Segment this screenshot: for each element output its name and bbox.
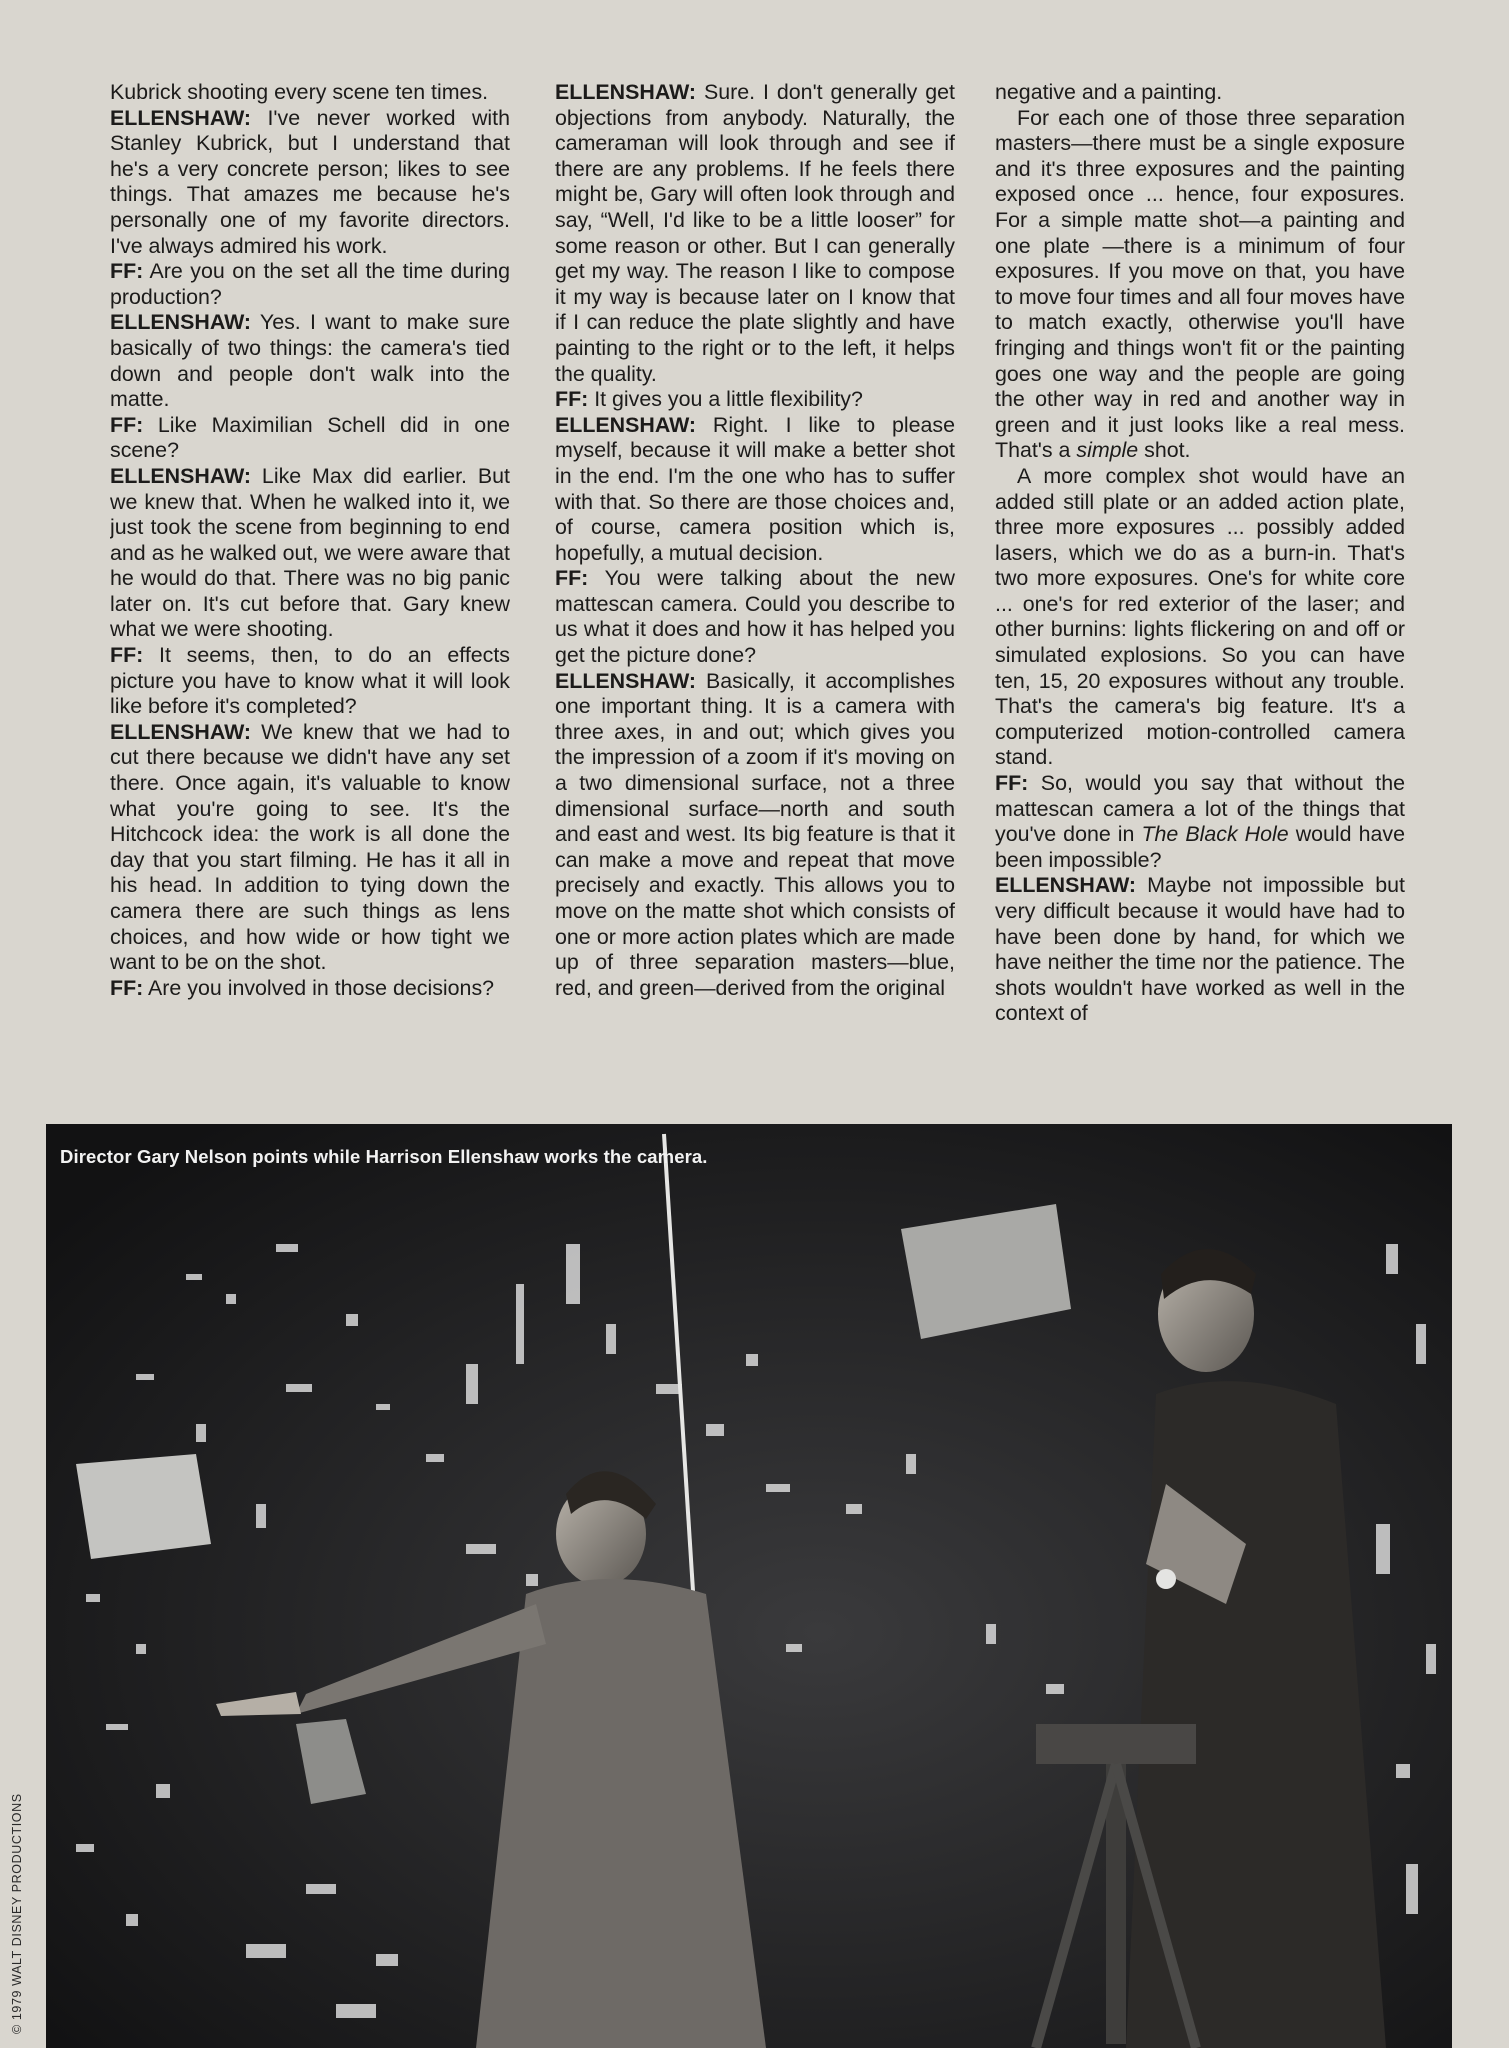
photo-caption: Director Gary Nelson points while Harrison Ellenshaw works the camera. xyxy=(60,1146,708,1167)
paragraph xyxy=(995,771,1405,873)
paragraph-text: negative and a painting. xyxy=(995,80,1223,104)
paragraph-text: Yes. I want to make sure basically of two things: the camera's tied down and people don't walk into the matte. xyxy=(110,310,510,412)
paragraph-text: Like Maximilian Schell did in one scene? xyxy=(110,412,510,463)
paragraph xyxy=(110,464,510,643)
speaker-label: ELLENSHAW: xyxy=(555,412,697,437)
paragraph xyxy=(995,464,1405,771)
photo-credit: © 1979 WALT DISNEY PRODUCTIONS xyxy=(10,1793,24,2034)
paragraph xyxy=(555,387,955,413)
paragraph-text: So, would you say that without the mattescan camera a lot of the things that you've done in xyxy=(995,771,1405,847)
paragraph xyxy=(110,720,510,976)
paragraph xyxy=(995,80,1405,106)
article-text xyxy=(110,80,1410,1115)
paragraph xyxy=(555,669,955,1002)
paragraph-text: Are you on the set all the time during production? xyxy=(110,259,510,309)
speaker-label: ELLENSHAW: xyxy=(995,873,1137,898)
speaker-label: ELLENSHAW: xyxy=(555,668,697,693)
paragraph-text: You were talking about the new mattescan camera. Could you describe to us what it does and how it has helped you get the picture done? xyxy=(555,566,955,668)
paragraph xyxy=(995,873,1405,1027)
paragraph-text: For each one of those three separation masters—there must be a single exposure and it's three exposures and the painting exposed once ... hence, four exposures. For a simple matte shot—a painting and one plate —there is a minimum of four exposures. If you move on that, you have to move four times and all four moves have to match exactly, otherwise you'll have fringing and things won't fit or the painting goes one way and the people are going the other way in red and another way in green and it just looks like a real mess. That's a xyxy=(995,105,1405,463)
speaker-label: FF: xyxy=(555,387,589,412)
text-column-2 xyxy=(555,80,955,1115)
paragraph-text: I've never worked with Stanley Kubrick, but I understand that he's a very concrete person; likes to see things. That amazes me because he's personally one of my favorite directors. I've always admired his work. xyxy=(110,105,510,258)
italic-text: simple xyxy=(1076,438,1139,463)
paragraph xyxy=(555,566,955,668)
paragraph-text: It gives you a little flexibility? xyxy=(588,387,863,412)
paragraph xyxy=(995,106,1405,464)
speaker-label: ELLENSHAW: xyxy=(110,310,252,335)
paragraph xyxy=(110,976,510,1002)
film-set-photo-image xyxy=(46,1124,1452,2048)
paragraph-text-end: would have been impossible? xyxy=(995,822,1405,872)
paragraph xyxy=(110,259,510,310)
paragraph-text: Are you involved in those decisions? xyxy=(143,975,495,1000)
paragraph-text: Basically, it accomplishes one important thing. It is a camera with three axes, in and out; which gives you the impression of a zoom if it's moving on a two dimensional surface, not a three dimensional surface—north and south and east and west. Its big feature is that it can make a move and repeat that move precisely and exactly. This allows you to move on the matte shot which consists of one or more action plates which are made up of three separation masters—blue, red, and green—derived from the original xyxy=(555,668,955,1000)
paragraph xyxy=(110,413,510,464)
paragraph-text: A more complex shot would have an added still plate or an added action plate, three more exposures ... possibly added lasers, which we do as a burn-in. That's two more exposures. One's for white core ... one's for red exterior of the laser; and other burnins: lights flickering on and off or simulated explosions. So you can have ten, 15, 20 exposures without any trouble. That's the camera's big feature. It's a computerized motion-controlled camera stand. xyxy=(995,463,1405,770)
speaker-label: FF: xyxy=(555,566,589,591)
speaker-label: ELLENSHAW: xyxy=(110,463,252,488)
speaker-label: ELLENSHAW: xyxy=(555,80,697,104)
text-column-3 xyxy=(995,80,1405,1115)
paragraph xyxy=(110,310,510,412)
paragraph xyxy=(110,643,510,720)
paragraph-text: It seems, then, to do an effects picture you have to know what it will look like before it's completed? xyxy=(110,643,510,719)
paragraph xyxy=(555,80,955,387)
speaker-label: FF: xyxy=(995,771,1029,796)
paragraph xyxy=(555,413,955,567)
paragraph xyxy=(110,106,510,260)
italic-text: The Black Hole xyxy=(1141,822,1289,847)
paragraph-text: Like Max did earlier. But we knew that. When he walked into it, we just took the scene from beginning to end and as he walked out, we were aware that he would do that. There was no big panic later on. It's cut before that. Gary knew what we were shooting. xyxy=(110,463,510,642)
photo-credit-area xyxy=(0,0,46,2048)
speaker-label: ELLENSHAW: xyxy=(110,105,252,130)
speaker-label: FF: xyxy=(110,643,144,668)
speaker-label: FF: xyxy=(110,975,144,1000)
speaker-label: FF: xyxy=(110,412,144,437)
photograph xyxy=(46,1124,1452,2048)
paragraph-text: Right. I like to please myself, because it will make a better shot in the end. I'm the one who has to suffer with that. So there are those choices and, of course, camera position which is, hopefully, a mutual decision. xyxy=(555,412,955,565)
paragraph-text: Maybe not impossible but very difficult because it would have had to have been done by hand, for which we have neither the time nor the patience. The shots wouldn't have worked as well in the context of xyxy=(995,873,1405,1026)
speaker-label: FF: xyxy=(110,259,144,284)
paragraph-text: Kubrick shooting every scene ten times. xyxy=(110,80,489,104)
paragraph xyxy=(110,80,510,106)
paragraph-text: We knew that we had to cut there because we didn't have any set there. Once again, it's valuable to know what you're going to see. It's the Hitchcock idea: the work is all done the day that you start filming. He has it all in his head. In addition to tying down the camera there are such things as lens choices, and how wide or how tight we want to be on the shot. xyxy=(110,719,510,975)
paragraph-text-end: shot. xyxy=(1138,438,1191,463)
paragraph-text: Sure. I don't generally get objections from anybody. Naturally, the cameraman will look through and see if there are any problems. If he feels there might be, Gary will often look through and say, “Well, I'd like to be a little looser” for some reason or other. But I can generally get my way. The reason I like to compose it my way is because later on I know that if I can reduce the plate slightly and have painting to the right or to the left, it helps the quality. xyxy=(555,80,955,386)
text-column-1 xyxy=(110,80,510,1115)
speaker-label: ELLENSHAW: xyxy=(110,719,252,744)
